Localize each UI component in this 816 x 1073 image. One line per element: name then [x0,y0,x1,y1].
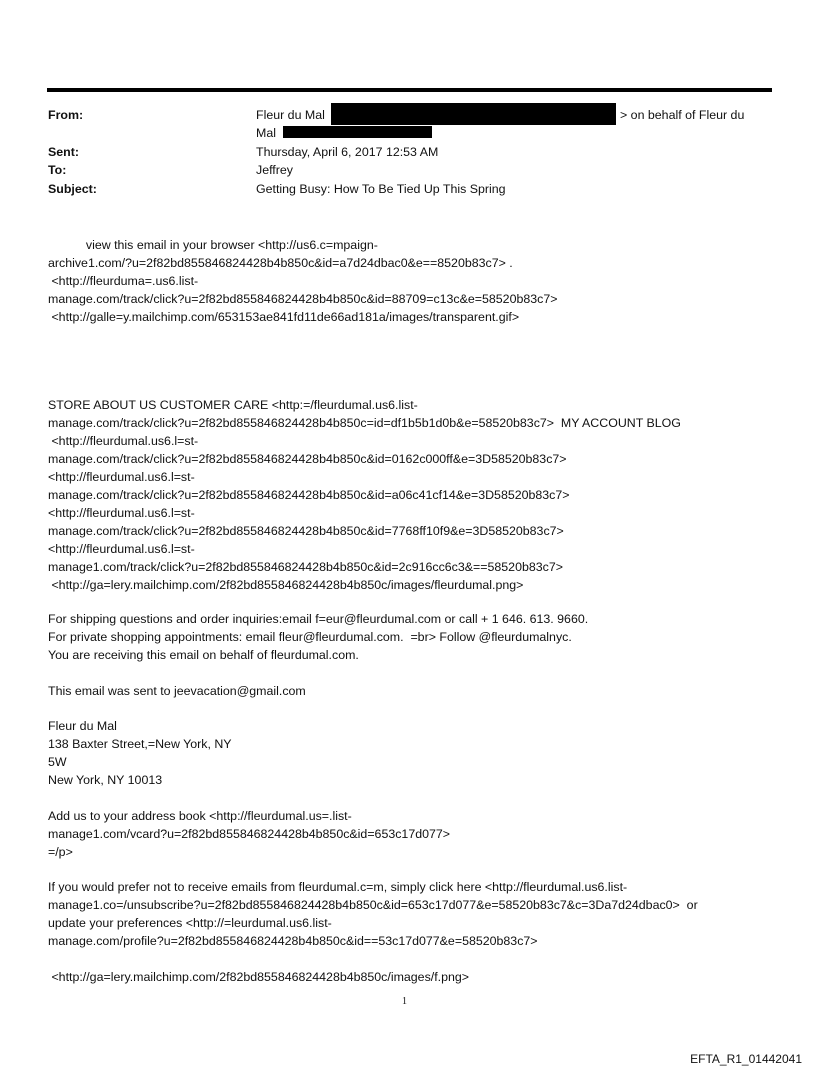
unsubscribe-block [48,878,778,950]
text-line: <http://fleurdumal.us6.l=st- [48,434,199,448]
redaction-block [331,103,616,125]
to-label: To: [48,163,67,177]
text-line: manage.com/track/click?u=2f82bd855846824428b4b850c&id=7768ff10f9&e=3D58520b83c7> [48,524,564,538]
nav-links-block [48,396,778,594]
to-value: Jeffrey [256,163,293,177]
page-number: 1 [402,996,407,1007]
text-line: Fleur du Mal [48,719,117,733]
text-line: archive1.com/?u=2f82bd855846824428b4b850c&id=a7d24dbac0&e==8520b83c7> . [48,256,513,270]
text-line: Add us to your address book <http://fleurdumal.us=.list- [48,809,352,823]
text-line: manage.com/track/click?u=2f82bd855846824428b4b850c=id=df1b5b1d0b&e=58520b83c7> MY ACCOUNT BLOG [48,416,681,430]
text-line: STORE ABOUT US CUSTOMER CARE <http:=/fleurdumal.us6.list- [48,398,418,412]
recipient-block [48,682,778,700]
browser-links-block [48,236,778,326]
text-line: <http://fleurdumal.us6.l=st- [48,470,195,484]
text-line: manage1.com/track/click?u=2f82bd855846824428b4b850c&id=2c916cc6c3&==58520b83c7> [48,560,563,574]
text-line: <http://fleurduma=.us6.list- [48,274,199,288]
from-line2: Mal [256,126,276,140]
text-line: 5W [48,755,67,769]
text-line: manage.com/track/click?u=2f82bd855846824428b4b850c&id=88709=c13c&e=58520b83c7> [48,292,558,306]
redaction-block [283,126,432,138]
text-line: This email was sent to jeevacation@gmail.com [48,684,306,698]
text-line: =/p> [48,845,73,859]
text-line: manage1.co=/unsubscribe?u=2f82bd855846824428b4b850c&id=653c17d077&e=58520b83c7&c=3Da7d24dbac0> or [48,898,698,912]
header-rule [47,88,772,92]
bates-number: EFTA_R1_01442041 [690,1052,802,1066]
subject-label: Subject: [48,182,97,196]
sent-value: Thursday, April 6, 2017 12:53 AM [256,145,439,159]
text-line: You are receiving this email on behalf of fleurdumal.com. [48,648,359,662]
from-label: From: [48,108,84,122]
sent-label: Sent: [48,145,79,159]
text-line: manage1.com/vcard?u=2f82bd855846824428b4b850c&id=653c17d077> [48,827,451,841]
from-suffix: > on behalf of Fleur du [620,108,745,122]
text-line: <http://fleurdumal.us6.l=st- [48,506,195,520]
address-block [48,717,778,789]
image-link-block [48,968,778,986]
text-line: For shipping questions and order inquiries:email f=eur@fleurdumal.com or call + 1 646. 613. 9660. [48,612,589,626]
contact-info-block [48,610,778,664]
address-book-block [48,807,778,861]
text-line: For private shopping appointments: email fleur@fleurdumal.com. =br> Follow @fleurdumalnyc. [48,630,572,644]
from-name: Fleur du Mal [256,108,325,122]
text-line: New York, NY 10013 [48,773,163,787]
text-line: <http://galle=y.mailchimp.com/653153ae841fd11de66ad181a/images/transparent.gif> [48,310,520,324]
text-line: update your preferences <http://=leurdumal.us6.list- [48,916,332,930]
text-line: If you would prefer not to receive emails from fleurdumal.c=m, simply click here <http://fleurdumal.us6.list- [48,880,628,894]
text-line: 138 Baxter Street,=New York, NY [48,737,232,751]
text-line: <http://fleurdumal.us6.l=st- [48,542,195,556]
text-line: <http://ga=lery.mailchimp.com/2f82bd855846824428b4b850c/images/f.png> [48,970,469,984]
text-line: view this email in your browser <http://us6.c=mpaign- [48,238,378,252]
subject-value: Getting Busy: How To Be Tied Up This Spring [256,182,506,196]
text-line: manage.com/track/click?u=2f82bd855846824428b4b850c&id=a06c41cf14&e=3D58520b83c7> [48,488,570,502]
text-line: manage.com/profile?u=2f82bd855846824428b4b850c&id==53c17d077&e=58520b83c7> [48,934,538,948]
text-line: <http://ga=lery.mailchimp.com/2f82bd855846824428b4b850c/images/fleurdumal.png> [48,578,524,592]
text-line: manage.com/track/click?u=2f82bd855846824428b4b850c&id=0162c000ff&e=3D58520b83c7> [48,452,567,466]
